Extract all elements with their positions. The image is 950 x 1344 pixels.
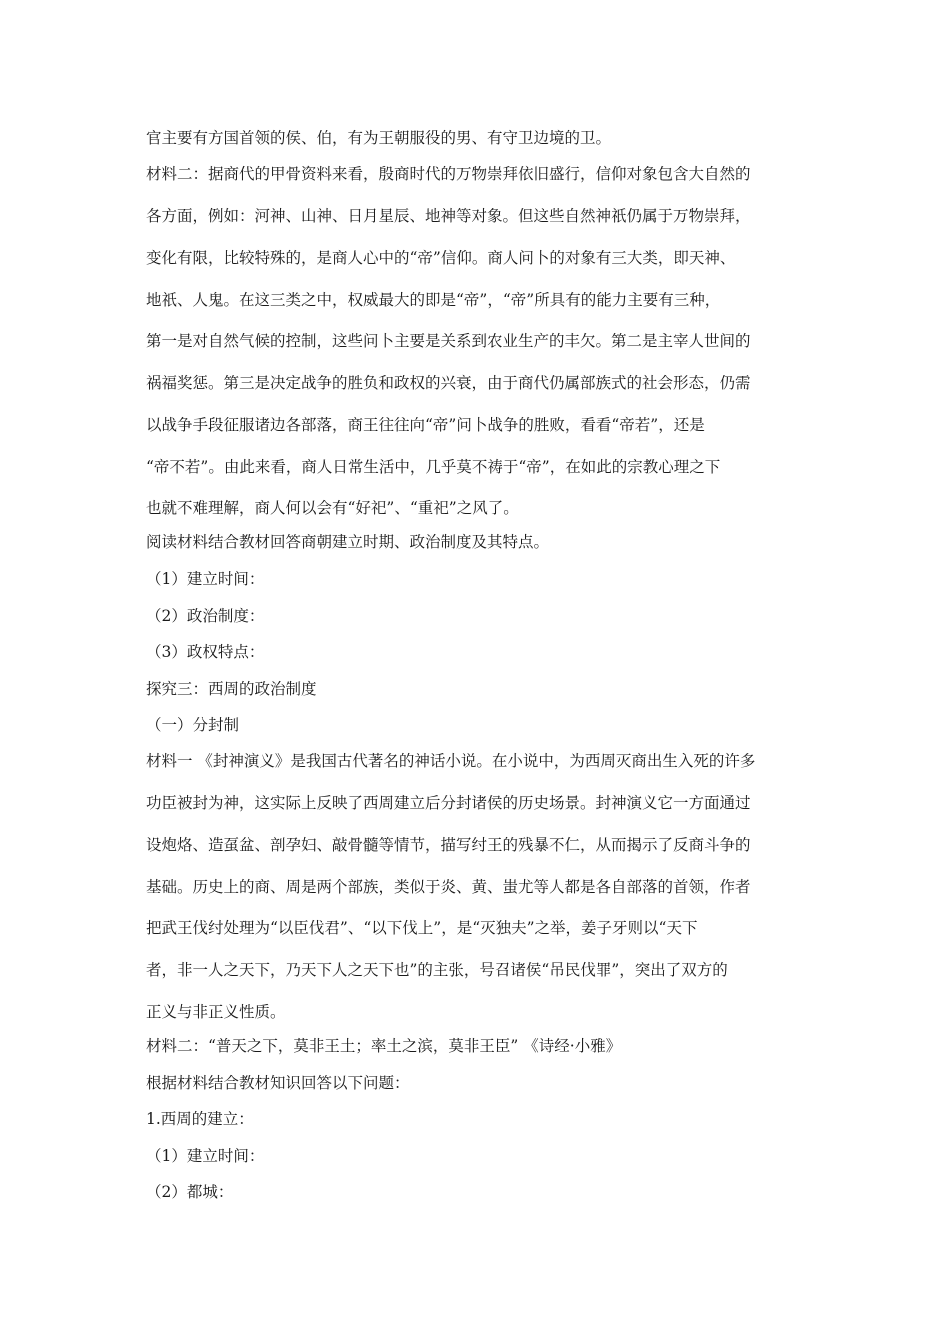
text-line: 以战争手段征服诸边各部落，商王往往向“帝”问卜战争的胜败，看看“帝若”，还是 — [146, 416, 705, 434]
text-line: 变化有限，比较特殊的，是商人心中的“帝”信仰。商人问卜的对象有三大类，即天神、 — [146, 249, 736, 267]
text-line: 基础。历史上的商、周是两个部族，类似于炎、黄、蚩尤等人都是各自部落的首领，作者 — [146, 878, 751, 896]
text-line: 第一是对自然气候的控制，这些问卜主要是关系到农业生产的丰欠。第二是主宰人世间的 — [146, 332, 751, 350]
text-line: 各方面，例如：河神、山神、日月星辰、地神等对象。但这些自然神祇仍属于万物崇拜， — [146, 207, 751, 225]
text-line: 地祇、人鬼。在这三类之中，权威最大的即是“帝”，“帝”所具有的能力主要有三种， — [146, 291, 721, 309]
text-line: 材料二：据商代的甲骨资料来看，殷商时代的万物崇拜依旧盛行，信仰对象包含大自然的 — [146, 165, 751, 183]
text-line: 也就不难理解，商人何以会有“好祀”、“重祀”之风了。 — [146, 499, 519, 517]
text-line: （2）都城： — [146, 1183, 234, 1201]
text-line: 把武王伐纣处理为“以臣伐君”、“以下伐上”，是“灭独夫”之举，姜子牙则以“天下 — [146, 919, 698, 937]
text-line: 探究三：西周的政治制度 — [146, 680, 317, 698]
text-line: 功臣被封为神，这实际上反映了西周建立后分封诸侯的历史场景。封神演义它一方面通过 — [146, 794, 751, 812]
text-line: 官主要有方国首领的侯、伯，有为王朝服役的男、有守卫边境的卫。 — [146, 129, 612, 147]
text-line: 设炮烙、造虿盆、剖孕妇、敲骨髓等情节，描写纣王的残暴不仁，从而揭示了反商斗争的 — [146, 836, 751, 854]
text-line: 1.西周的建立： — [146, 1110, 254, 1128]
text-line: 正义与非正义性质。 — [146, 1003, 286, 1021]
text-line: 者，非一人之天下，乃天下人之天下也”的主张，号召诸侯“吊民伐罪”，突出了双方的 — [146, 961, 728, 979]
text-line: （1）建立时间： — [146, 570, 265, 588]
text-line: 根据材料结合教材知识回答以下问题： — [146, 1074, 410, 1092]
text-line: （2）政治制度： — [146, 607, 265, 625]
text-line: 材料一 《封神演义》是我国古代著名的神话小说。在小说中，为西周灭商出生入死的许多 — [146, 752, 756, 770]
text-line: “帝不若”。由此来看，商人日常生活中，几乎莫不祷于“帝”，在如此的宗教心理之下 — [146, 458, 721, 476]
text-line: （3）政权特点： — [146, 643, 265, 661]
text-line: （1）建立时间： — [146, 1147, 265, 1165]
text-line: 阅读材料结合教材回答商朝建立时期、政治制度及其特点。 — [146, 533, 550, 551]
text-line: 祸福奖惩。第三是决定战争的胜负和政权的兴衰，由于商代仍属部族式的社会形态，仍需 — [146, 374, 751, 392]
text-line: （一）分封制 — [146, 716, 240, 734]
text-line: 材料二：“普天之下，莫非王土；率土之滨，莫非王臣” 《诗经·小雅》 — [146, 1037, 622, 1055]
